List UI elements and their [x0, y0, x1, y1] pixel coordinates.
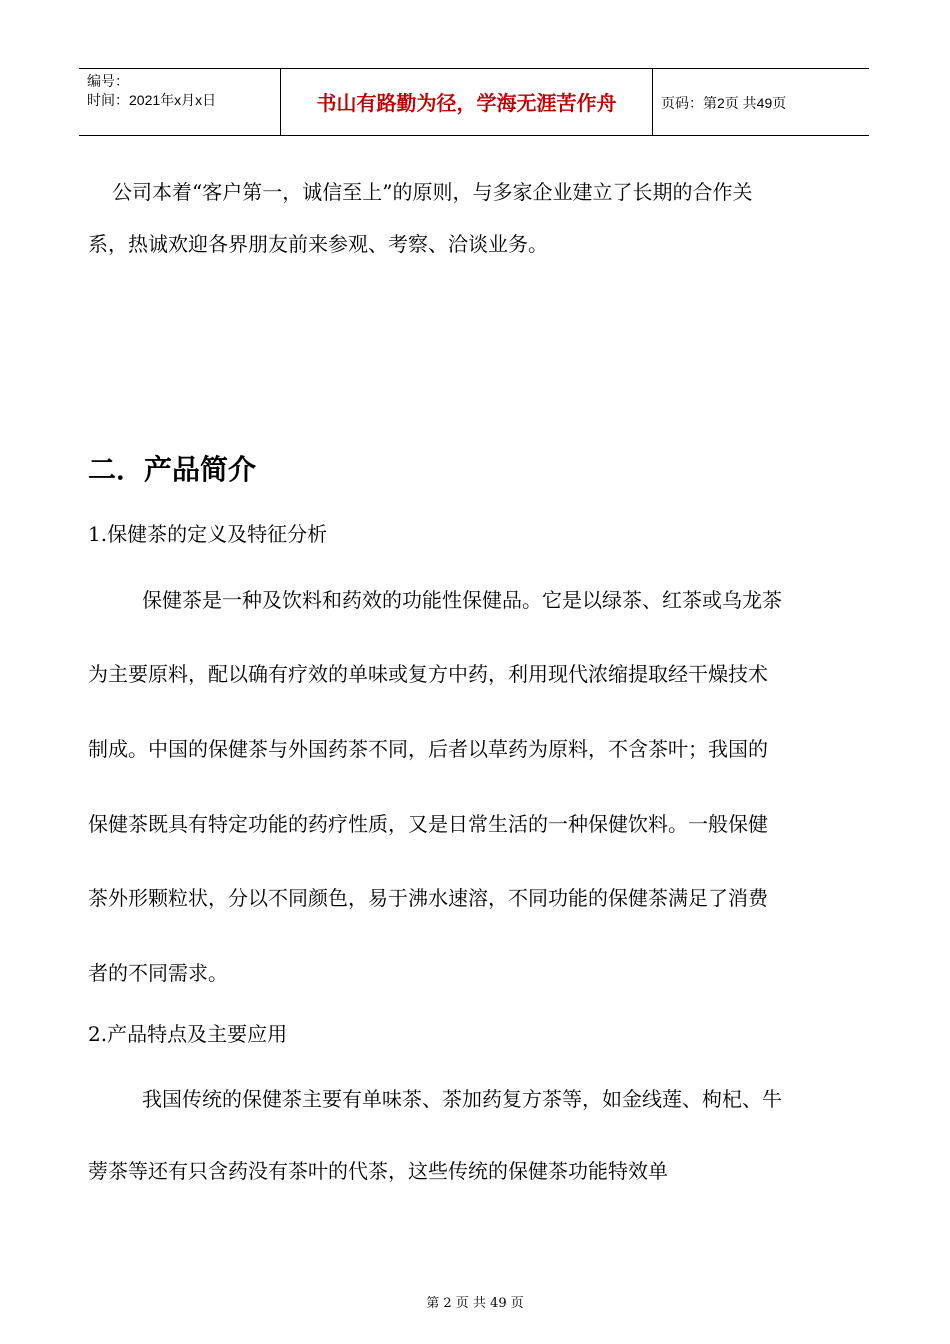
paragraph-line: 制成。中国的保健茶与外国药茶不同，后者以草药为原料，不含茶叶；我国的: [88, 737, 768, 761]
paragraph-line: 保健茶是一种及饮料和药效的功能性保健品。它是以绿茶、红茶或乌龙茶: [142, 588, 782, 612]
page-footer: 第 2 页 共 49 页: [426, 1296, 524, 1311]
page-header: [79, 68, 869, 136]
paragraph-line: 者的不同需求。: [88, 961, 228, 985]
paragraph-line: 保健茶既具有特定功能的药疗性质，又是日常生活的一种保健饮料。一般保健: [88, 812, 768, 836]
subsection-title-2: 2.产品特点及主要应用: [88, 1022, 288, 1046]
paragraph-line: 茶外形颗粒状，分以不同颜色，易于沸水速溶，不同功能的保健茶满足了消费: [88, 886, 768, 910]
header-page-info: 页码：第2页 共49页: [661, 95, 787, 111]
section-title: 二．产品简介: [88, 453, 257, 486]
paragraph-line: 为主要原料，配以确有疗效的单味或复方中药，利用现代浓缩提取经干燥技术: [88, 662, 768, 686]
code-label: 编号：: [87, 73, 129, 89]
header-meta-cell: [79, 69, 281, 135]
header-motto: 书山有路勤为径，学海无涯苦作舟: [281, 69, 653, 135]
paragraph-line: 我国传统的保健茶主要有单味茶、茶加药复方茶等，如金线莲、枸杞、牛: [142, 1087, 782, 1111]
intro-line-2: 系，热诚欢迎各界朋友前来参观、考察、洽谈业务。: [88, 232, 548, 256]
subsection-title-1: 1.保健茶的定义及特征分析: [88, 522, 328, 546]
paragraph-line: 蒡茶等还有只含药没有茶叶的代茶，这些传统的保健茶功能特效单: [88, 1159, 668, 1183]
intro-line-1: 公司本着“客户第一，诚信至上”的原则，与多家企业建立了长期的合作关: [112, 180, 753, 204]
time-label: 时间：2021年x月x日: [87, 92, 217, 108]
